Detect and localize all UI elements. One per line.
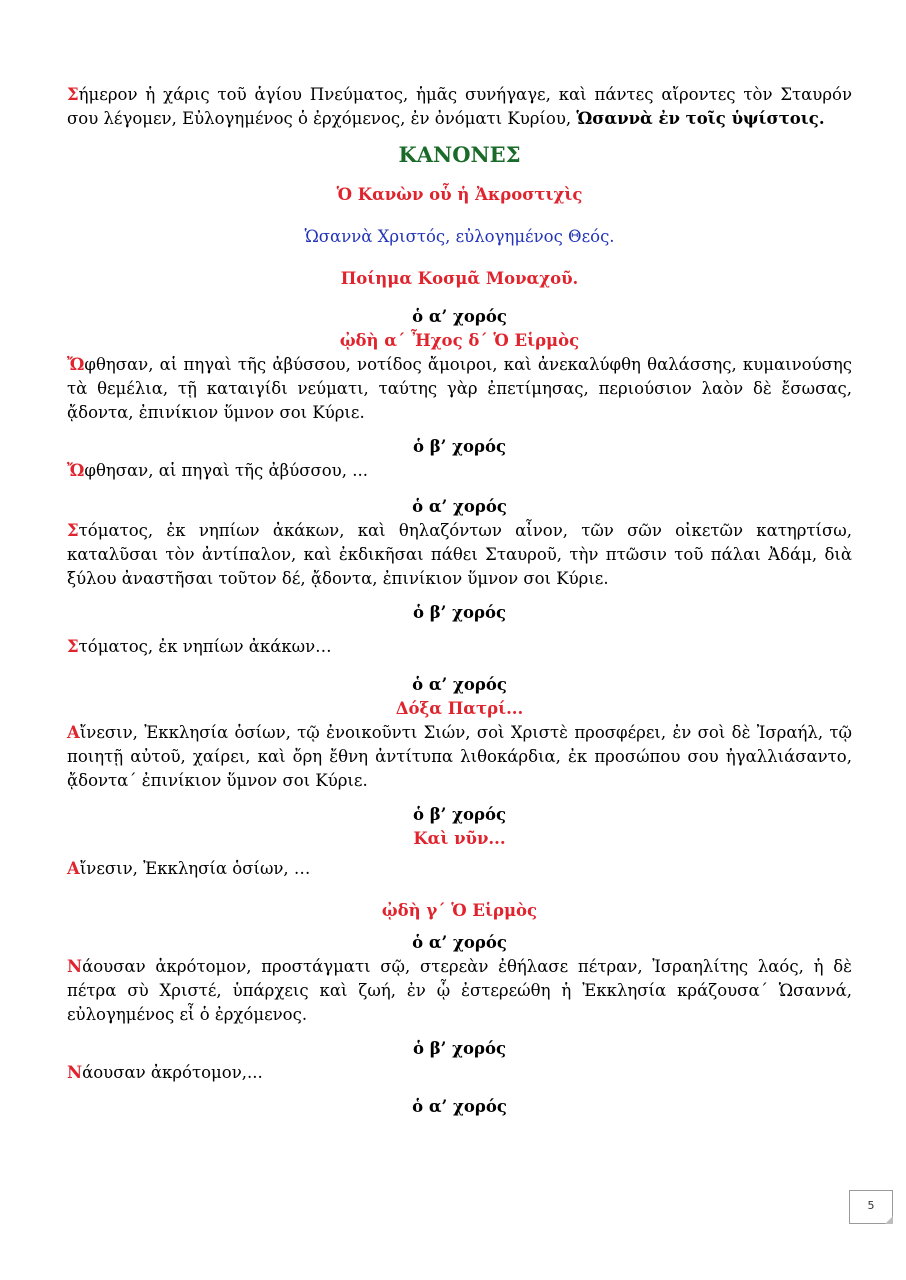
hymn-text: άουσαν ἀκρότομον,... bbox=[82, 1063, 263, 1082]
hymn-paragraph bbox=[67, 1061, 852, 1085]
ode-label: ᾠδὴ α΄ Ἦχος δ΄ Ὁ Εἱρμὸς bbox=[339, 331, 580, 350]
drop-initial: Α bbox=[67, 723, 80, 742]
drop-initial: Σ bbox=[67, 521, 79, 540]
document-page bbox=[67, 83, 852, 1119]
hymn-paragraph bbox=[67, 721, 852, 793]
choir-label: ὁ α’ χορός bbox=[412, 933, 507, 952]
intro-bold-text: Ὡσαννὰ ἐν τοῖς ὑψίστοις. bbox=[576, 109, 825, 128]
choir-label: ὁ α’ χορός bbox=[412, 675, 507, 694]
ode-label: ᾠδὴ γ΄ Ὁ Εἱρμὸς bbox=[381, 901, 538, 920]
drop-initial: Σ bbox=[67, 637, 79, 656]
drop-initial: Ὤ bbox=[67, 461, 85, 480]
hymn-text: ἴνεσιν, Ἐκκλησία ὁσίων, … bbox=[79, 859, 311, 878]
choir-label: ὁ β’ χορός bbox=[412, 437, 507, 456]
hymn-paragraph bbox=[67, 635, 852, 659]
choir-label: ὁ β’ χορός bbox=[412, 805, 507, 824]
doxology-label: Δόξα Πατρί... bbox=[395, 699, 524, 718]
drop-initial: Σ bbox=[67, 85, 79, 104]
hymn-paragraph bbox=[67, 459, 852, 483]
hymn-text: φθησαν, αἱ πηγαὶ τῆς ἀβύσσου, ... bbox=[84, 461, 368, 480]
drop-initial: Α bbox=[67, 859, 80, 878]
drop-initial: Ὤ bbox=[67, 355, 85, 374]
hymn-paragraph bbox=[67, 857, 852, 881]
choir-label: ὁ α’ χορός bbox=[412, 307, 507, 326]
choir-label: ὁ α’ χορός bbox=[412, 1097, 507, 1116]
drop-initial: Ν bbox=[67, 957, 83, 976]
page-number: 5 bbox=[849, 1190, 893, 1224]
intro-paragraph bbox=[67, 83, 852, 131]
hymn-paragraph bbox=[67, 353, 852, 425]
choir-label: ὁ β’ χορός bbox=[412, 1039, 507, 1058]
section-heading: ΚΑΝΟΝΕΣ bbox=[398, 142, 521, 167]
poem-attribution: Ποίημα Κοσμᾶ Μοναχοῦ. bbox=[340, 269, 579, 288]
kai-nyn-label: Καὶ νῦν... bbox=[413, 829, 506, 848]
hymn-paragraph bbox=[67, 519, 852, 591]
hymn-text: άουσαν ἀκρότομον, προστάγματι σῷ, στερεὰν ἐθήλασε πέτραν, Ἰσραηλίτης λαός, ἡ δὲ πέτρα σὺ Χριστέ, ὑπάρχεις καὶ ζωή, ἐν ᾧ ἐστερεώθη ἡ Ἐκκλησία κράζουσα΄ Ὡσαννά, εὐλογημένος εἶ ὁ ἐρχόμενος. bbox=[67, 957, 852, 1024]
intro-text: ήμερον ἡ χάρις τοῦ ἁγίου Πνεύματος, ἡμᾶς συνήγαγε, καὶ πάντες αἴροντες τὸν Σταυρόν σου λέγομεν, Εὐλογημένος ὁ ἐρχόμενος, ἐν ὀνόματι Κυρίου, bbox=[67, 85, 852, 128]
hymn-paragraph bbox=[67, 955, 852, 1027]
canon-title: Ὁ Κανὼν οὗ ἡ Ἀκροστιχὶς bbox=[336, 185, 583, 204]
acrostic-line: Ὡσαννὰ Χριστός, εὐλογημένος Θεός. bbox=[304, 227, 615, 246]
choir-label: ὁ α’ χορός bbox=[412, 497, 507, 516]
hymn-text: ἴνεσιν, Ἐκκλησία ὁσίων, τῷ ἐνοικοῦντι Σιών, σοὶ Χριστὲ προσφέρει, ἐν σοὶ δὲ Ἰσραήλ, τῷ ποιητῇ αὐτοῦ, χαίρει, καὶ ὄρη ἔθνη ἀντίτυπα λιθοκάρδια, ἐκ προσώπου σου ἠγαλλιάσαντο, ᾄδοντα΄ ἐπινίκιον ὕμνον σοι Κύριε. bbox=[67, 723, 852, 790]
hymn-text: τόματος, ἐκ νηπίων ἀκάκων… bbox=[78, 637, 332, 656]
drop-initial: Ν bbox=[67, 1063, 83, 1082]
hymn-text: τόματος, ἐκ νηπίων ἀκάκων, καὶ θηλαζόντων αἶνον, τῶν σῶν οἰκετῶν κατηρτίσω, καταλῦσαι τὸν ἀντίπαλον, καὶ ἐκδικῆσαι πάθει Σταυροῦ, τὴν πτῶσιν τοῦ πάλαι Ἀδάμ, διὰ ξύλου ἀναστῆσαι τοῦτον δέ, ᾄδοντα, ἐπινίκιον ὕμνον σοι Κύριε. bbox=[67, 521, 852, 588]
choir-label: ὁ β’ χορός bbox=[412, 603, 507, 622]
hymn-text: φθησαν, αἱ πηγαὶ τῆς ἀβύσσου, νοτίδος ἄμοιροι, καὶ ἀνεκαλύφθη θαλάσσης, κυμαινούσης τὰ θεμέλια, τῇ καταιγίδι νεύματι, ταύτης γὰρ ἐπετίμησας, περιούσιον λαὸν δὲ ἔσωσας, ᾄδοντα, ἐπινίκιον ὕμνον σοι Κύριε. bbox=[67, 355, 852, 422]
